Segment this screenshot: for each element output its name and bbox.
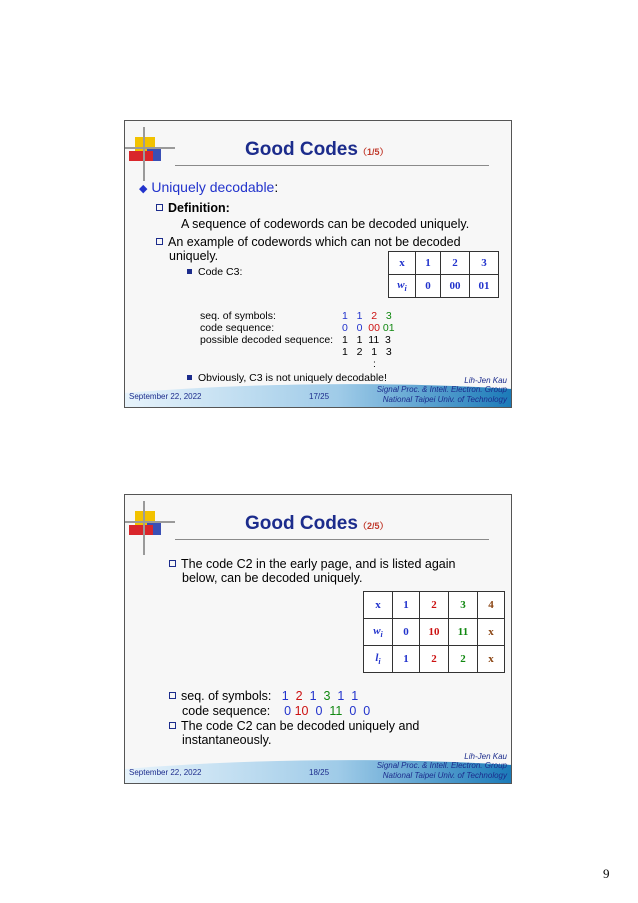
square-bullet-icon bbox=[169, 692, 176, 699]
square-bullet-icon bbox=[169, 722, 176, 729]
square-bullet-icon bbox=[169, 560, 176, 567]
slide-title: Good Codes（1/5） bbox=[245, 139, 389, 160]
obvious-text: Obviously, C3 is not uniquely decodable! bbox=[187, 372, 387, 384]
definition-text: A sequence of codewords can be decoded uniquely. bbox=[181, 217, 470, 231]
slide-17 bbox=[124, 120, 512, 408]
seq-line: seq. of symbols: 1 2 1 3 1 1 bbox=[169, 689, 358, 703]
code-c3-label: Code C3: bbox=[187, 266, 242, 278]
title-divider bbox=[175, 165, 489, 166]
page-number: 9 bbox=[603, 866, 610, 881]
decoded-label: possible decoded sequence: bbox=[200, 334, 334, 346]
seq-label: seq. of symbols: bbox=[200, 310, 276, 322]
footer-date: September 22, 2022 bbox=[129, 392, 202, 401]
footer-slide-number: 18/25 bbox=[309, 768, 330, 777]
code-c3-table: x 1 2 3 $w_i$ 0 00 01 bbox=[388, 251, 499, 298]
conclusion-line1: The code C2 can be decoded uniquely and bbox=[169, 719, 419, 733]
slide-title: Good Codes（2/5） bbox=[245, 513, 389, 534]
title-divider bbox=[175, 539, 489, 540]
decoded-row1: 1 1 11 3 bbox=[342, 334, 391, 346]
footer-info: Lih-Jen Kau Signal Proc. & Intell. Electron. Group National Taipei Univ. of Technology bbox=[376, 375, 507, 404]
footer-info: Lih-Jen Kau Signal Proc. & Intell. Electron. Group National Taipei Univ. of Technology bbox=[376, 751, 507, 780]
square-bullet-icon bbox=[156, 238, 163, 245]
small-square-bullet-icon bbox=[187, 269, 192, 274]
ellipsis: : bbox=[373, 358, 376, 370]
l-label: $l_i$ bbox=[364, 646, 393, 673]
bullet-uniquely-decodable: ◆ Uniquely decodable: bbox=[139, 179, 279, 195]
w-label: $w_i$ bbox=[389, 275, 416, 298]
code-seq-label: code sequence: bbox=[200, 322, 275, 334]
slide-decoration-icon bbox=[125, 495, 175, 555]
seq-values: 1 1 2 3 bbox=[342, 310, 392, 322]
code-c2-table: x 1 2 3 4 $w_i$ 0 10 11 x $l_i$ 1 2 2 x bbox=[363, 591, 505, 673]
decoded-row2: 1 2 1 3 bbox=[342, 346, 392, 358]
slide-18 bbox=[124, 494, 512, 784]
example-line1: An example of codewords which can not be decoded bbox=[156, 235, 461, 249]
diamond-bullet-icon: ◆ bbox=[139, 183, 148, 195]
slide-title-page: （2/5） bbox=[357, 521, 389, 531]
code-seq-line: code sequence: 0 10 0 11 0 0 bbox=[182, 704, 371, 718]
small-square-bullet-icon bbox=[187, 375, 192, 380]
square-bullet-icon bbox=[156, 204, 163, 211]
conclusion-line2: instantaneously. bbox=[182, 733, 272, 747]
intro-line2: below, can be decoded uniquely. bbox=[182, 571, 363, 585]
slide-decoration-icon bbox=[125, 121, 175, 181]
code-seq-values: 0 0 00 01 bbox=[342, 322, 395, 334]
definition-label: Definition: bbox=[156, 201, 230, 215]
slide-title-page: （1/5） bbox=[357, 147, 389, 157]
example-line2: uniquely. bbox=[169, 249, 219, 263]
footer-slide-number: 17/25 bbox=[309, 392, 330, 401]
w-label: $w_i$ bbox=[364, 619, 393, 646]
footer-date: September 22, 2022 bbox=[129, 768, 202, 777]
intro-line1: The code C2 in the early page, and is listed again bbox=[169, 557, 455, 571]
